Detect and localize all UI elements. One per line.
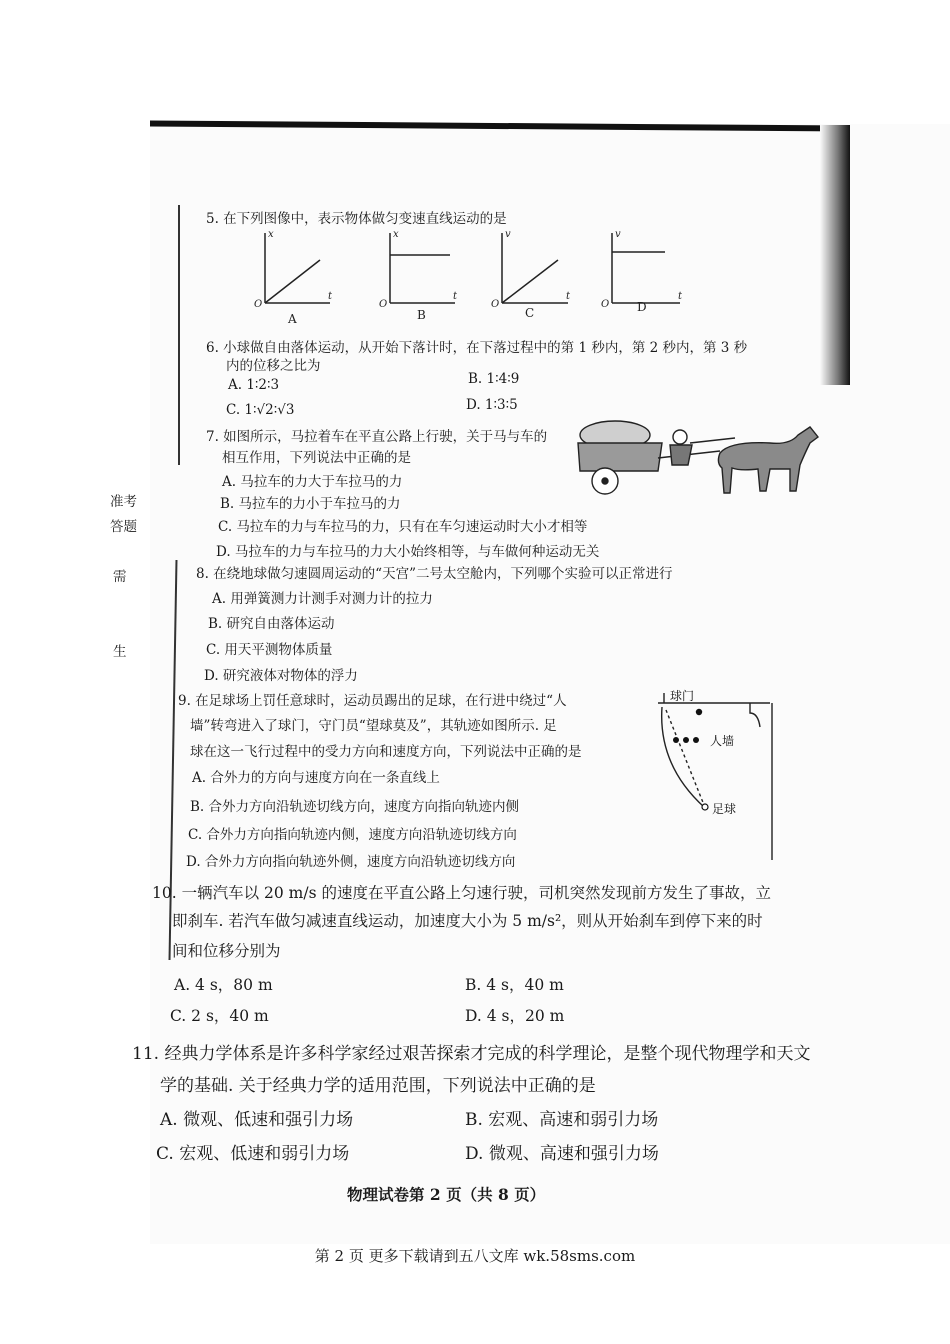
- q8-option-a: A. 用弹簧测力计测手对测力计的拉力: [212, 591, 433, 607]
- q6-stem-line2: 内的位移之比为: [226, 358, 321, 374]
- football-figure: [650, 685, 780, 865]
- q6-option-c: C. 1∶√2∶√3: [226, 402, 295, 418]
- corner-arc: [750, 703, 760, 727]
- q8-option-c: C. 用天平测物体质量: [206, 642, 333, 658]
- q8-stem: 8. 在绕地球做匀速圆周运动的“天宫”二号太空舱内，下列哪个实验可以正常进行: [196, 566, 673, 582]
- q10-option-a: A. 4 s，80 m: [174, 976, 273, 994]
- cart-body: [578, 443, 662, 471]
- q10-stem-line3: 间和位移分别为: [172, 942, 281, 960]
- q10-stem-line2: 即刹车. 若汽车做匀减速直线运动，加速度大小为 5 m/s²，则从开始刹车到停下来的时: [172, 912, 763, 930]
- q5-graph-a-t-label: t: [328, 291, 333, 302]
- driver-body: [670, 445, 692, 465]
- q5-graph-b-t-label: t: [453, 291, 458, 302]
- q5-graph-a-line: [265, 260, 320, 303]
- q6-option-a: A. 1∶2∶3: [228, 377, 280, 393]
- q9-stem-line3: 球在这一飞行过程中的受力方向和速度方向，下列说法中正确的是: [190, 744, 582, 760]
- q9-stem-line2: 墙”转弯进入了球门，守门员“望球莫及”，其轨迹如图所示. 足: [190, 718, 557, 734]
- q5-graph-d-t-label: t: [678, 291, 683, 302]
- q7-stem-line2: 相互作用，下列说法中正确的是: [222, 450, 411, 466]
- q6-option-d: D. 1∶3∶5: [466, 397, 518, 413]
- margin-text: 答题: [110, 519, 137, 535]
- q5-graph-c-line: [502, 260, 558, 303]
- q5-graph-a-axis-label: x: [268, 229, 274, 240]
- goalkeeper-dot: [696, 709, 702, 715]
- wall-dot: [683, 737, 689, 743]
- q11-option-d: D. 微观、高速和强引力场: [465, 1144, 659, 1164]
- q5-graph-c-origin: O: [491, 299, 500, 310]
- driver-head: [673, 430, 687, 444]
- page-label: 物理试卷第 2 页（共 8 页）: [347, 1185, 546, 1204]
- margin-text: 生: [113, 644, 127, 660]
- ball-dot: [702, 804, 708, 810]
- horse: [718, 427, 818, 493]
- q7-stem-line1: 7. 如图所示，马拉着车在平直公路上行驶，关于马与车的: [206, 429, 548, 445]
- q8-option-d: D. 研究液体对物体的浮力: [204, 668, 358, 684]
- q11-option-c: C. 宏观、低速和弱引力场: [156, 1144, 350, 1164]
- q9-option-a: A. 合外力的方向与速度方向在一条直线上: [192, 770, 440, 786]
- q5-stem: 5. 在下列图像中，表示物体做匀变速直线运动的是: [206, 211, 507, 227]
- q6-option-b: B. 1∶4∶9: [468, 371, 520, 387]
- q6-stem-line1: 6. 小球做自由落体运动，从开始下落计时，在下落过程中的第 1 秒内，第 2 秒内，第 3 秒: [206, 340, 748, 356]
- q10-option-c: C. 2 s，40 m: [170, 1007, 269, 1025]
- q7-option-a: A. 马拉车的力大于车拉马的力: [222, 474, 403, 490]
- ball-trajectory: [662, 707, 704, 807]
- q11-option-a: A. 微观、低速和强引力场: [160, 1110, 354, 1130]
- q7-option-c: C. 马拉车的力与车拉马的力，只有在车匀速运动时大小才相等: [218, 519, 588, 535]
- q5-graph-b-origin: O: [379, 299, 388, 310]
- binding-margin-line: [178, 205, 180, 465]
- q5-graph-b-axis-label: x: [393, 229, 399, 240]
- q10-option-d: D. 4 s，20 m: [465, 1007, 565, 1025]
- q5-graph-c-t-label: t: [566, 291, 571, 302]
- ball-label: 足球: [712, 802, 737, 816]
- horse-cart-figure: [570, 413, 830, 498]
- q11-option-b: B. 宏观、高速和弱引力场: [465, 1110, 659, 1130]
- q9-stem-line1: 9. 在足球场上罚任意球时，运动员踢出的足球，在行进中绕过“人: [178, 693, 567, 709]
- wall-label: 人墙: [710, 734, 735, 748]
- q5-option-c: C: [525, 306, 535, 320]
- q9-option-c: C. 合外力方向指向轨迹内侧，速度方向沿轨迹切线方向: [188, 827, 517, 843]
- q10-stem-line1: 10. 一辆汽车以 20 m/s 的速度在平直公路上匀速行驶，司机突然发现前方发生了事故，立: [152, 884, 771, 902]
- q11-stem-line2: 学的基础. 关于经典力学的适用范围，下列说法中正确的是: [160, 1076, 596, 1096]
- margin-text: 需: [113, 569, 127, 585]
- q7-option-b: B. 马拉车的力小于车拉马的力: [220, 496, 401, 512]
- q5-graph-d-axis-label: v: [615, 229, 621, 240]
- straight-path: [666, 710, 704, 805]
- q9-option-b: B. 合外力方向沿轨迹切线方向，速度方向指向轨迹内侧: [190, 799, 520, 815]
- q8-option-b: B. 研究自由落体运动: [208, 616, 335, 632]
- goal-label: 球门: [670, 689, 695, 703]
- q5-option-b: B: [417, 308, 426, 322]
- q5-graph-c-axis-label: v: [505, 229, 511, 240]
- q9-option-d: D. 合外力方向指向轨迹外侧，速度方向沿轨迹切线方向: [186, 854, 516, 870]
- q5-graphs: [240, 225, 940, 345]
- wall-dot: [673, 737, 679, 743]
- q5-option-a: A: [288, 312, 297, 326]
- q7-option-d: D. 马拉车的力与车拉马的力大小始终相等，与车做何种运动无关: [216, 544, 600, 560]
- q5-graph-d-origin: O: [601, 299, 610, 310]
- margin-text: 准考: [110, 494, 137, 510]
- q11-stem-line1: 11. 经典力学体系是许多科学家经过艰苦探索才完成的科学理论，是整个现代物理学和天文: [132, 1044, 811, 1064]
- q10-option-b: B. 4 s，40 m: [465, 976, 564, 994]
- wall-dot: [693, 737, 699, 743]
- q5-option-d: D: [637, 300, 647, 314]
- reins: [690, 438, 735, 443]
- q5-graph-a-origin: O: [254, 299, 263, 310]
- footer-text: 第 2 页 更多下载请到五八文库 wk.58sms.com: [314, 1247, 636, 1265]
